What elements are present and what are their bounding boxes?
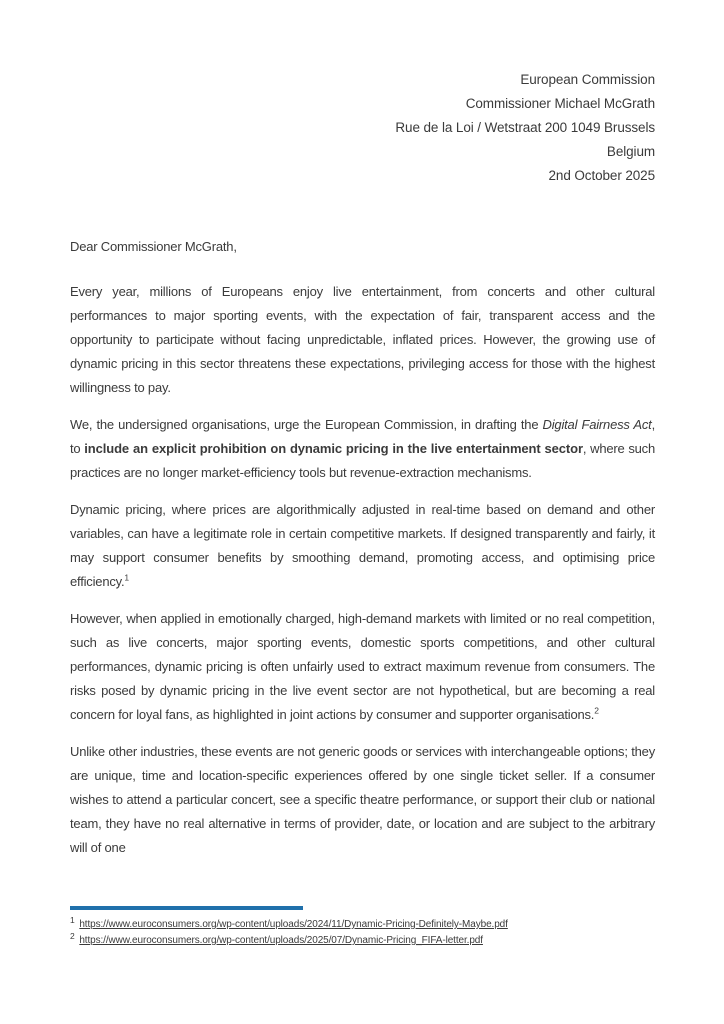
recipient-line-country: Belgium <box>606 144 655 159</box>
paragraph <box>70 607 655 727</box>
footnote-reference: 1 <box>124 572 129 583</box>
bold-text-run: include an explicit prohibition on dynamic pricing in the live entertainment sector <box>84 441 583 456</box>
italic-text-run: Digital Fairness Act <box>542 417 652 432</box>
footnote <box>70 930 655 949</box>
footnote-link[interactable]: https://www.euroconsumers.org/wp-content/uploads/2025/07/Dynamic-Pricing_FIFA-letter.pdf <box>79 935 483 946</box>
salutation: Dear Commissioner McGrath, <box>70 239 237 254</box>
text-run: However, when applied in emotionally charged, high-demand markets with limited or no real competition, such as live concerts, major sporting events, domestic sports competitions, and other cultural performances, dynamic pricing is often unfairly used to extract maximum revenue from consumers. The risks posed by dynamic pricing in the live event sector are not hypothetical, but are becoming a real concern for loyal fans, as highlighted in joint actions by consumer and supporter organisations. <box>70 611 655 722</box>
footnote-marker: 1 <box>70 914 75 925</box>
footnotes-section <box>70 906 655 949</box>
footnotes-list <box>70 914 655 949</box>
letter-date: 2nd October 2025 <box>548 168 655 183</box>
footnote-marker: 2 <box>70 930 75 941</box>
footnote-link[interactable]: https://www.euroconsumers.org/wp-content/uploads/2024/11/Dynamic-Pricing-Definitely-Maybe.pdf <box>79 919 508 930</box>
footnote-reference: 2 <box>594 705 599 716</box>
footnote-separator <box>70 906 303 910</box>
footnote <box>70 914 655 933</box>
text-run: Unlike other industries, these events are not generic goods or services with interchangeable options; they are unique, time and location-specific experiences offered by one single ticket seller. If a consumer wishes to attend a particular concert, see a specific theatre performance, or support their club or national team, they have no real alternative in terms of provider, date, or location and are subject to the arbitrary will of one <box>70 744 655 855</box>
text-run: , where such practices are no longer market-efficiency tools but revenue-extraction mechanisms. <box>70 441 655 480</box>
recipient-line-address: Rue de la Loi / Wetstraat 200 1049 Brussels <box>395 120 655 135</box>
paragraph <box>70 740 655 860</box>
paragraph <box>70 413 655 485</box>
text-run: , to <box>70 417 655 456</box>
recipient-line-organisation: European Commission <box>520 72 655 87</box>
recipient-block <box>70 68 655 188</box>
paragraph <box>70 498 655 594</box>
text-run: Dynamic pricing, where prices are algorithmically adjusted in real-time based on demand and other variables, can have a legitimate role in certain competitive markets. If designed transparently and fairly, it may support consumer benefits by smoothing demand, promoting access, and optimising price efficiency. <box>70 502 655 589</box>
recipient-line-name: Commissioner Michael McGrath <box>465 96 655 111</box>
text-run: Every year, millions of Europeans enjoy live entertainment, from concerts and other cultural performances to major sporting events, with the expectation of fair, transparent access and the opportunity to participate without facing unpredictable, inflated prices. However, the growing use of dynamic pricing in this sector threatens these expectations, privileging access for those with the highest willingness to pay. <box>70 284 655 395</box>
letter-body <box>70 280 655 860</box>
text-run: We, the undersigned organisations, urge the European Commission, in drafting the <box>70 417 543 432</box>
paragraph <box>70 280 655 400</box>
